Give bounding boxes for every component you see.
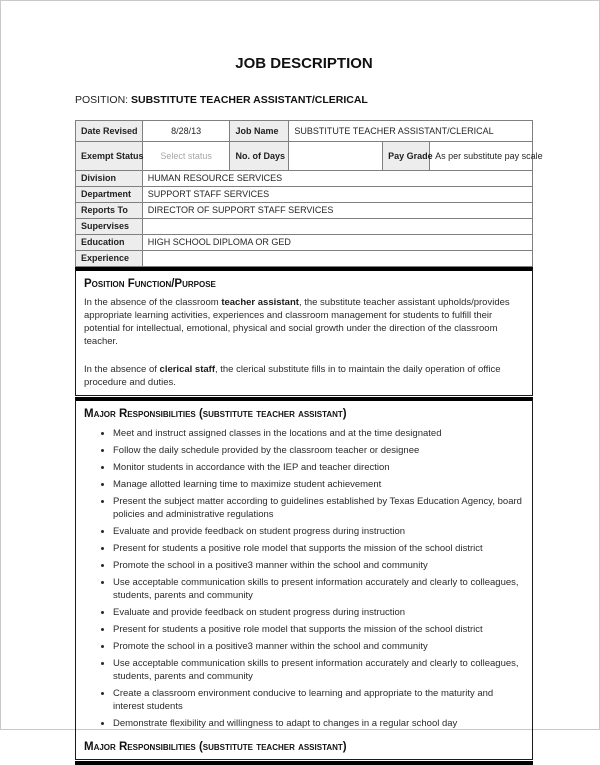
function-paragraph-2 bbox=[84, 363, 524, 389]
position-label: POSITION: bbox=[75, 94, 129, 106]
education-label: Education bbox=[76, 235, 143, 251]
job-name-value: SUBSTITUTE TEACHER ASSISTANT/CLERICAL bbox=[289, 121, 533, 142]
supervises-label: Supervises bbox=[76, 219, 143, 235]
experience-label: Experience bbox=[76, 251, 143, 267]
exempt-status-select[interactable]: Select status bbox=[142, 142, 230, 171]
section-divider-bar bbox=[75, 761, 533, 765]
date-revised-label: Date Revised bbox=[76, 121, 143, 142]
supervises-value bbox=[142, 219, 532, 235]
education-value: HIGH SCHOOL DIPLOMA OR GED bbox=[142, 235, 532, 251]
reports-to-label: Reports To bbox=[76, 203, 143, 219]
major-responsibilities-section bbox=[75, 397, 533, 760]
list-item: • Meet and instruct assigned classes in the locations and at the time designated bbox=[113, 427, 524, 440]
list-item: • Use acceptable communication skills to present information accurately and clearly to colleagues, students, parents and community bbox=[113, 576, 524, 602]
list-item: • Promote the school in a positive3 manner within the school and community bbox=[113, 559, 524, 572]
job-info-table bbox=[75, 120, 543, 267]
pay-grade-value: As per substitute pay scale bbox=[430, 142, 533, 171]
reports-to-value: DIRECTOR OF SUPPORT STAFF SERVICES bbox=[142, 203, 532, 219]
paragraph-text: In the absence of bbox=[84, 364, 160, 375]
position-line bbox=[75, 94, 533, 107]
list-item: • Promote the school in a positive3 manner within the school and community bbox=[113, 640, 524, 653]
paragraph-text: , the clerical substitute fills in to maintain the daily operation of office procedure and duties. bbox=[84, 364, 501, 388]
list-item: • Create a classroom environment conducive to learning and appropriate to the maturity and interest students bbox=[113, 687, 524, 713]
paragraph-bold-text: clerical staff bbox=[159, 364, 215, 375]
division-value: HUMAN RESOURCE SERVICES bbox=[142, 171, 532, 187]
list-item: • Demonstrate flexibility and willingness to adapt to changes in a regular school day bbox=[113, 717, 524, 730]
table-row bbox=[76, 235, 533, 251]
date-revised-value: 8/28/13 bbox=[142, 121, 230, 142]
table-row bbox=[76, 171, 533, 187]
list-item: • Evaluate and provide feedback on student progress during instruction bbox=[113, 606, 524, 619]
position-function-header: Position Function/Purpose bbox=[84, 278, 216, 290]
list-item: • Present for students a positive role model that supports the mission of the school district bbox=[113, 623, 524, 636]
list-item: • Follow the daily schedule provided by the classroom teacher or designee bbox=[113, 444, 524, 457]
no-of-days-value bbox=[289, 142, 383, 171]
exempt-status-label: Exempt Status bbox=[76, 142, 143, 171]
pay-grade-label: Pay Grade bbox=[383, 142, 430, 171]
list-item: • Use acceptable communication skills to present information accurately and clearly to colleagues, students, parents and community bbox=[113, 657, 524, 683]
list-item: • Manage allotted learning time to maximize student achievement bbox=[113, 478, 524, 491]
function-paragraph-1 bbox=[84, 296, 524, 348]
department-value: SUPPORT STAFF SERVICES bbox=[142, 187, 532, 203]
table-row bbox=[76, 121, 533, 142]
experience-value bbox=[142, 251, 532, 267]
table-row bbox=[76, 142, 533, 171]
paragraph-text: In the absence of the classroom bbox=[84, 297, 222, 308]
paragraph-bold-text: teacher assistant bbox=[221, 297, 299, 308]
paragraph-text: , the substitute teacher assistant upholds/provides appropriate learning activities, experiences and classroom management for students to fulfill their potential for intellectual, emotional, physical and social growth under the direction of the classroom teacher. bbox=[84, 297, 510, 347]
table-row bbox=[76, 219, 533, 235]
position-value: SUBSTITUTE TEACHER ASSISTANT/CLERICAL bbox=[131, 94, 368, 106]
position-function-body bbox=[84, 296, 524, 389]
major-responsibilities-footer-header: Major Responsibilities (substitute teacher assistant) bbox=[84, 741, 347, 753]
department-label: Department bbox=[76, 187, 143, 203]
list-item: • Present for students a positive role model that supports the mission of the school district bbox=[113, 542, 524, 555]
responsibilities-list bbox=[84, 427, 524, 730]
list-item: • Monitor students in accordance with the IEP and teacher direction bbox=[113, 461, 524, 474]
list-item: • Present the subject matter according to guidelines established by Texas Education Agency, board policies and administrative regulations bbox=[113, 495, 524, 521]
page-title: JOB DESCRIPTION bbox=[235, 55, 373, 72]
table-row bbox=[76, 203, 533, 219]
list-item: • Evaluate and provide feedback on student progress during instruction bbox=[113, 525, 524, 538]
major-responsibilities-header: Major Responsibilities (substitute teacher assistant) bbox=[84, 408, 347, 420]
position-function-section bbox=[75, 267, 533, 396]
job-name-label: Job Name bbox=[230, 121, 289, 142]
division-label: Division bbox=[76, 171, 143, 187]
table-row bbox=[76, 187, 533, 203]
no-of-days-label: No. of Days bbox=[230, 142, 289, 171]
table-row bbox=[76, 251, 533, 267]
